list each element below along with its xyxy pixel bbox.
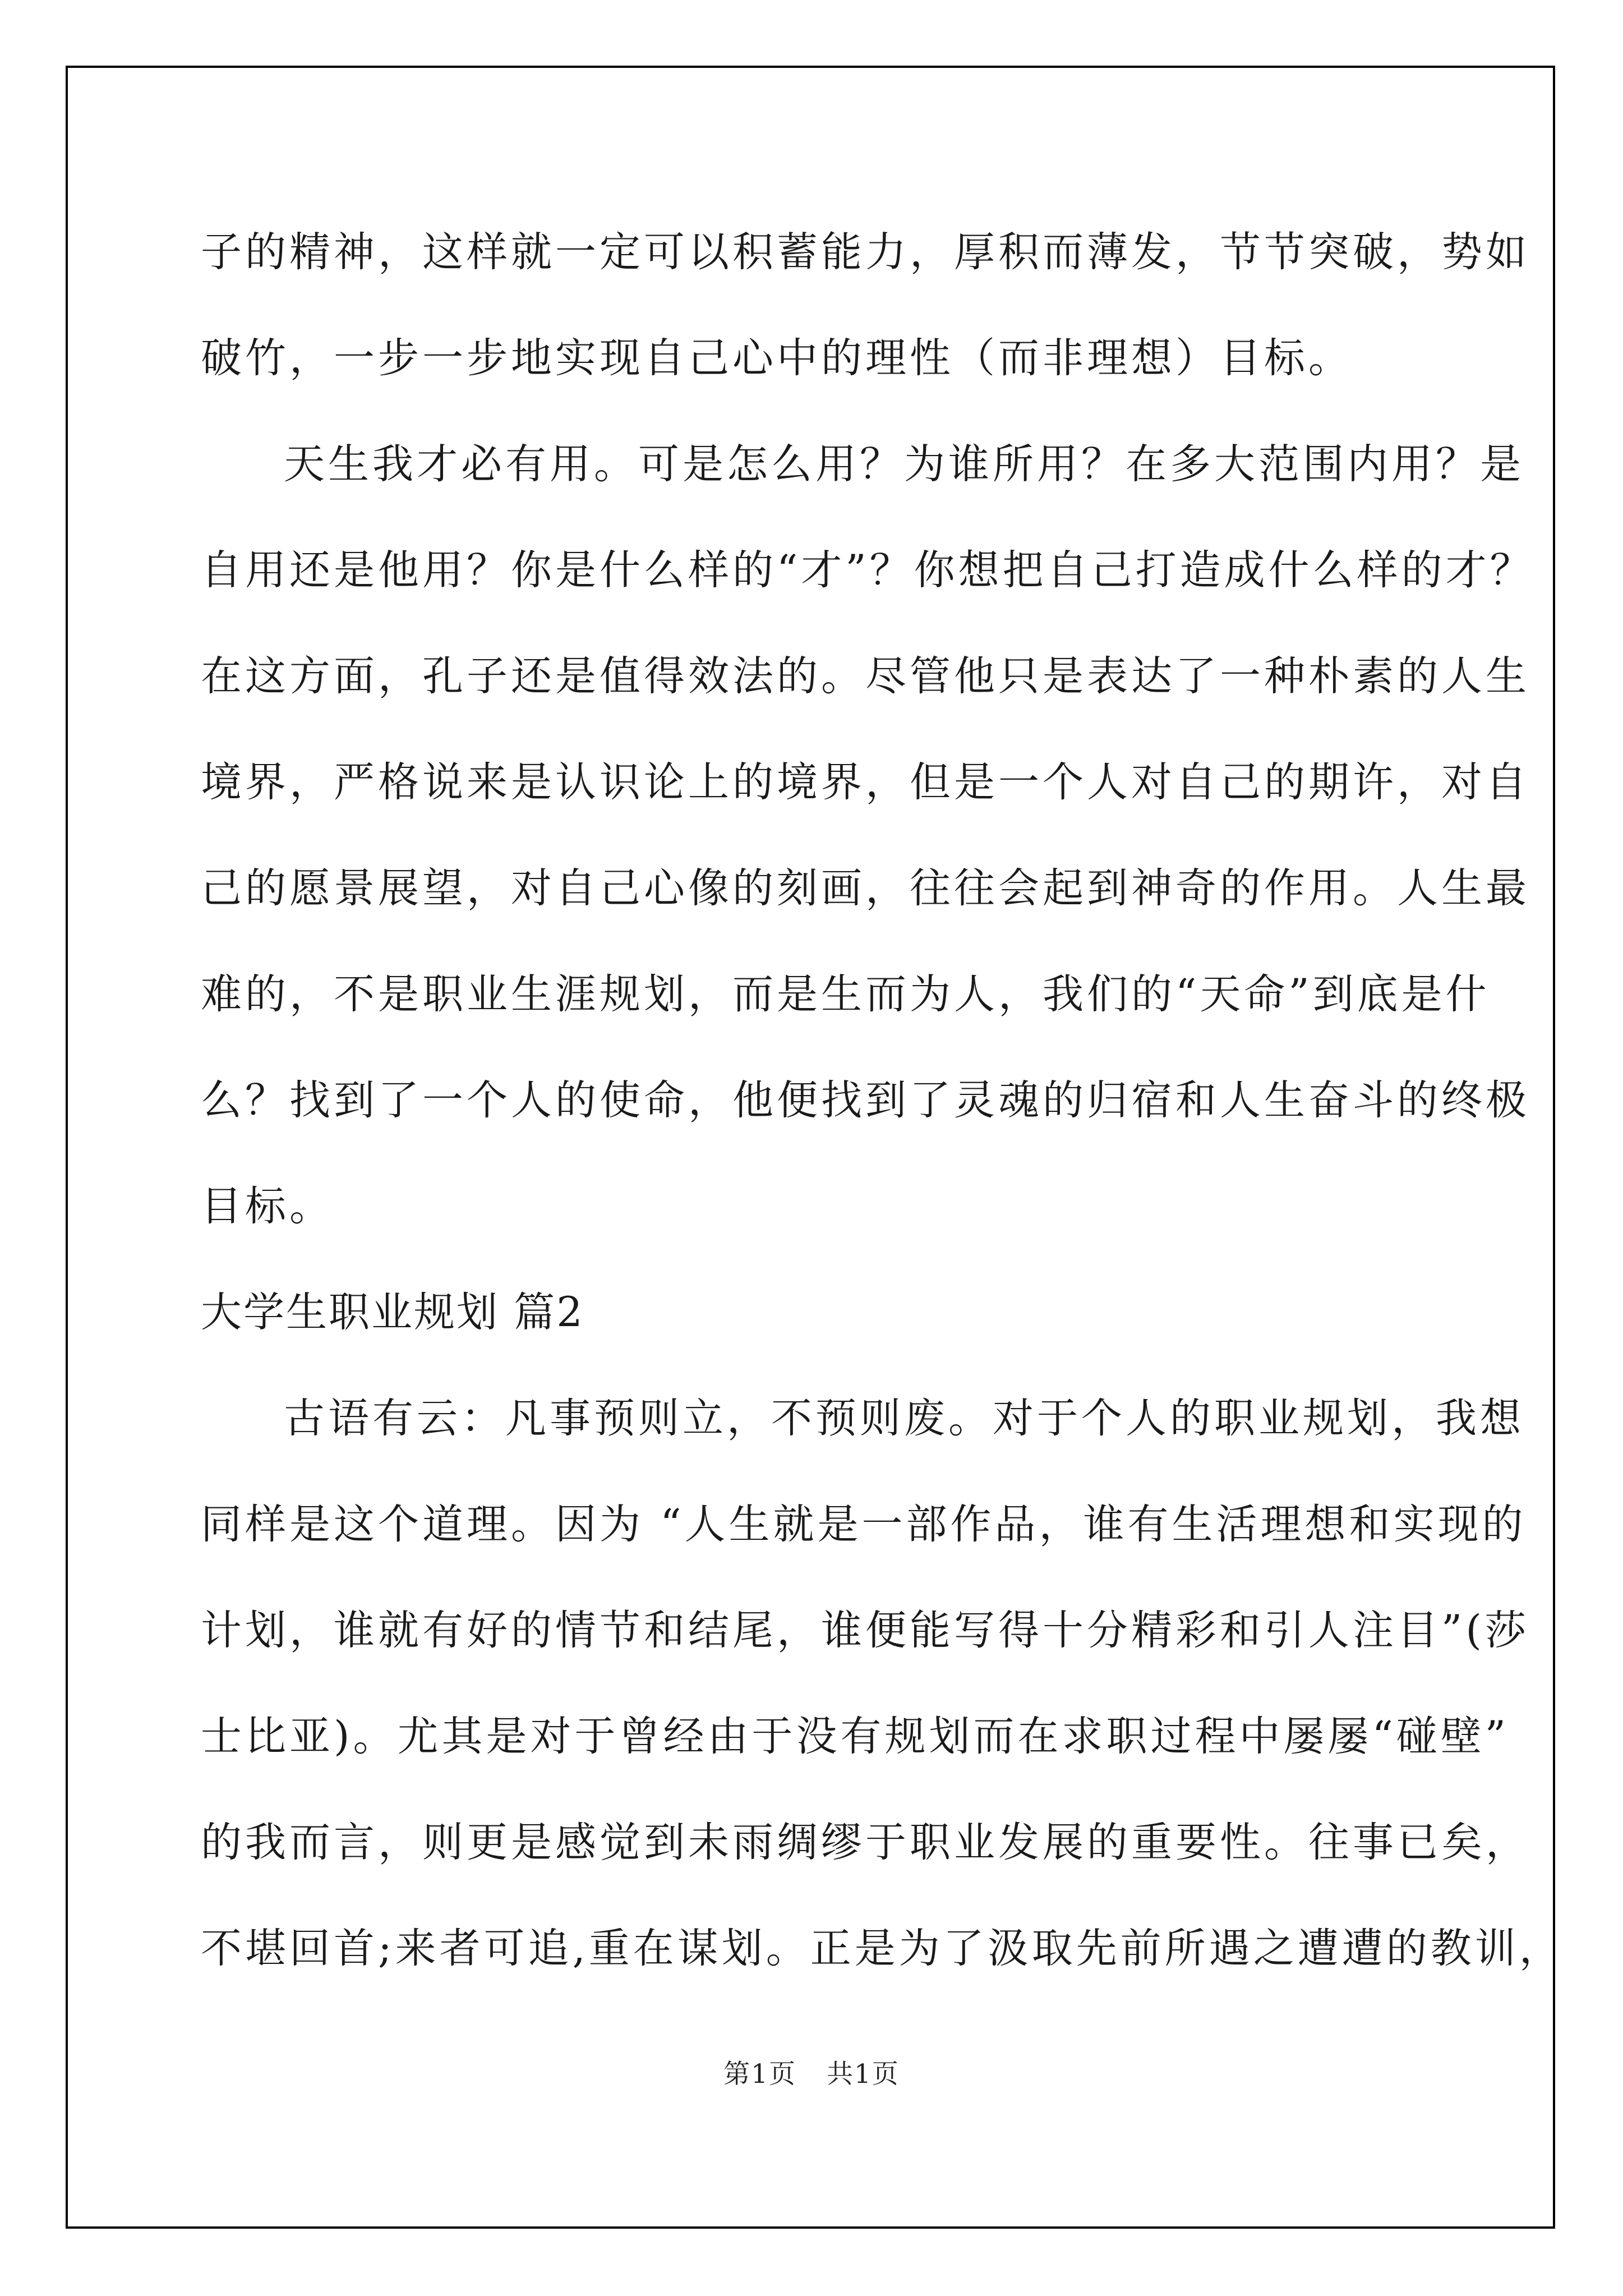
text-line: 己的愿景展望，对自己心像的刻画，往往会起到神奇的作用。人生最 [201,864,1530,912]
section-heading: 大学生职业规划 篇2 [201,1289,584,1336]
text-line: 在这方面，孔子还是值得效法的。尽管他只是表达了一种朴素的人生 [201,652,1530,700]
text-line: 境界，严格说来是认识论上的境界，但是一个人对自己的期许，对自 [201,758,1530,806]
page-footer [0,2053,1623,2091]
text-line: 子的精神，这样就一定可以积蓄能力，厚积而薄发，节节突破，势如 [201,228,1530,276]
text-line: 计划，谁就有好的情节和结尾，谁便能写得十分精彩和引人注目”(莎 [201,1607,1529,1654]
paragraph-start: 天生我才必有用。可是怎么用？为谁所用？在多大范围内用？是 [284,440,1524,488]
text-line: 破竹，一步一步地实现自己心中的理性（而非理想）目标。 [201,334,1353,382]
text-line: 的我而言，则更是感觉到未雨绸缪于职业发展的重要性。往事已矣， [201,1819,1530,1866]
page-number: 第1页 [723,2059,796,2090]
text-line: 同样是这个道理。因为 “人生就是一部作品，谁有生活理想和实现的 [201,1501,1527,1548]
text-line: 难的，不是职业生涯规划，而是生而为人，我们的“天命”到底是什 [201,970,1490,1018]
text-line: 目标。 [201,1182,334,1230]
paragraph-start: 古语有云：凡事预则立，不预则废。对于个人的职业规划，我想 [284,1395,1524,1442]
text-line: 么？找到了一个人的使命，他便找到了灵魂的归宿和人生奋斗的终极 [201,1076,1530,1124]
document-body [201,222,1564,2024]
text-line: 自用还是他用？你是什么样的“才”？你想把自己打造成什么样的才？ [201,546,1534,594]
text-line: 士比亚)。尤其是对于曾经由于没有规划而在求职过程中屡屡“碰壁” [201,1713,1510,1760]
text-line: 不堪回首;来者可追,重在谋划。正是为了汲取先前所遇之遭遭的教训， [201,1925,1564,1972]
page-total: 共1页 [827,2059,900,2090]
